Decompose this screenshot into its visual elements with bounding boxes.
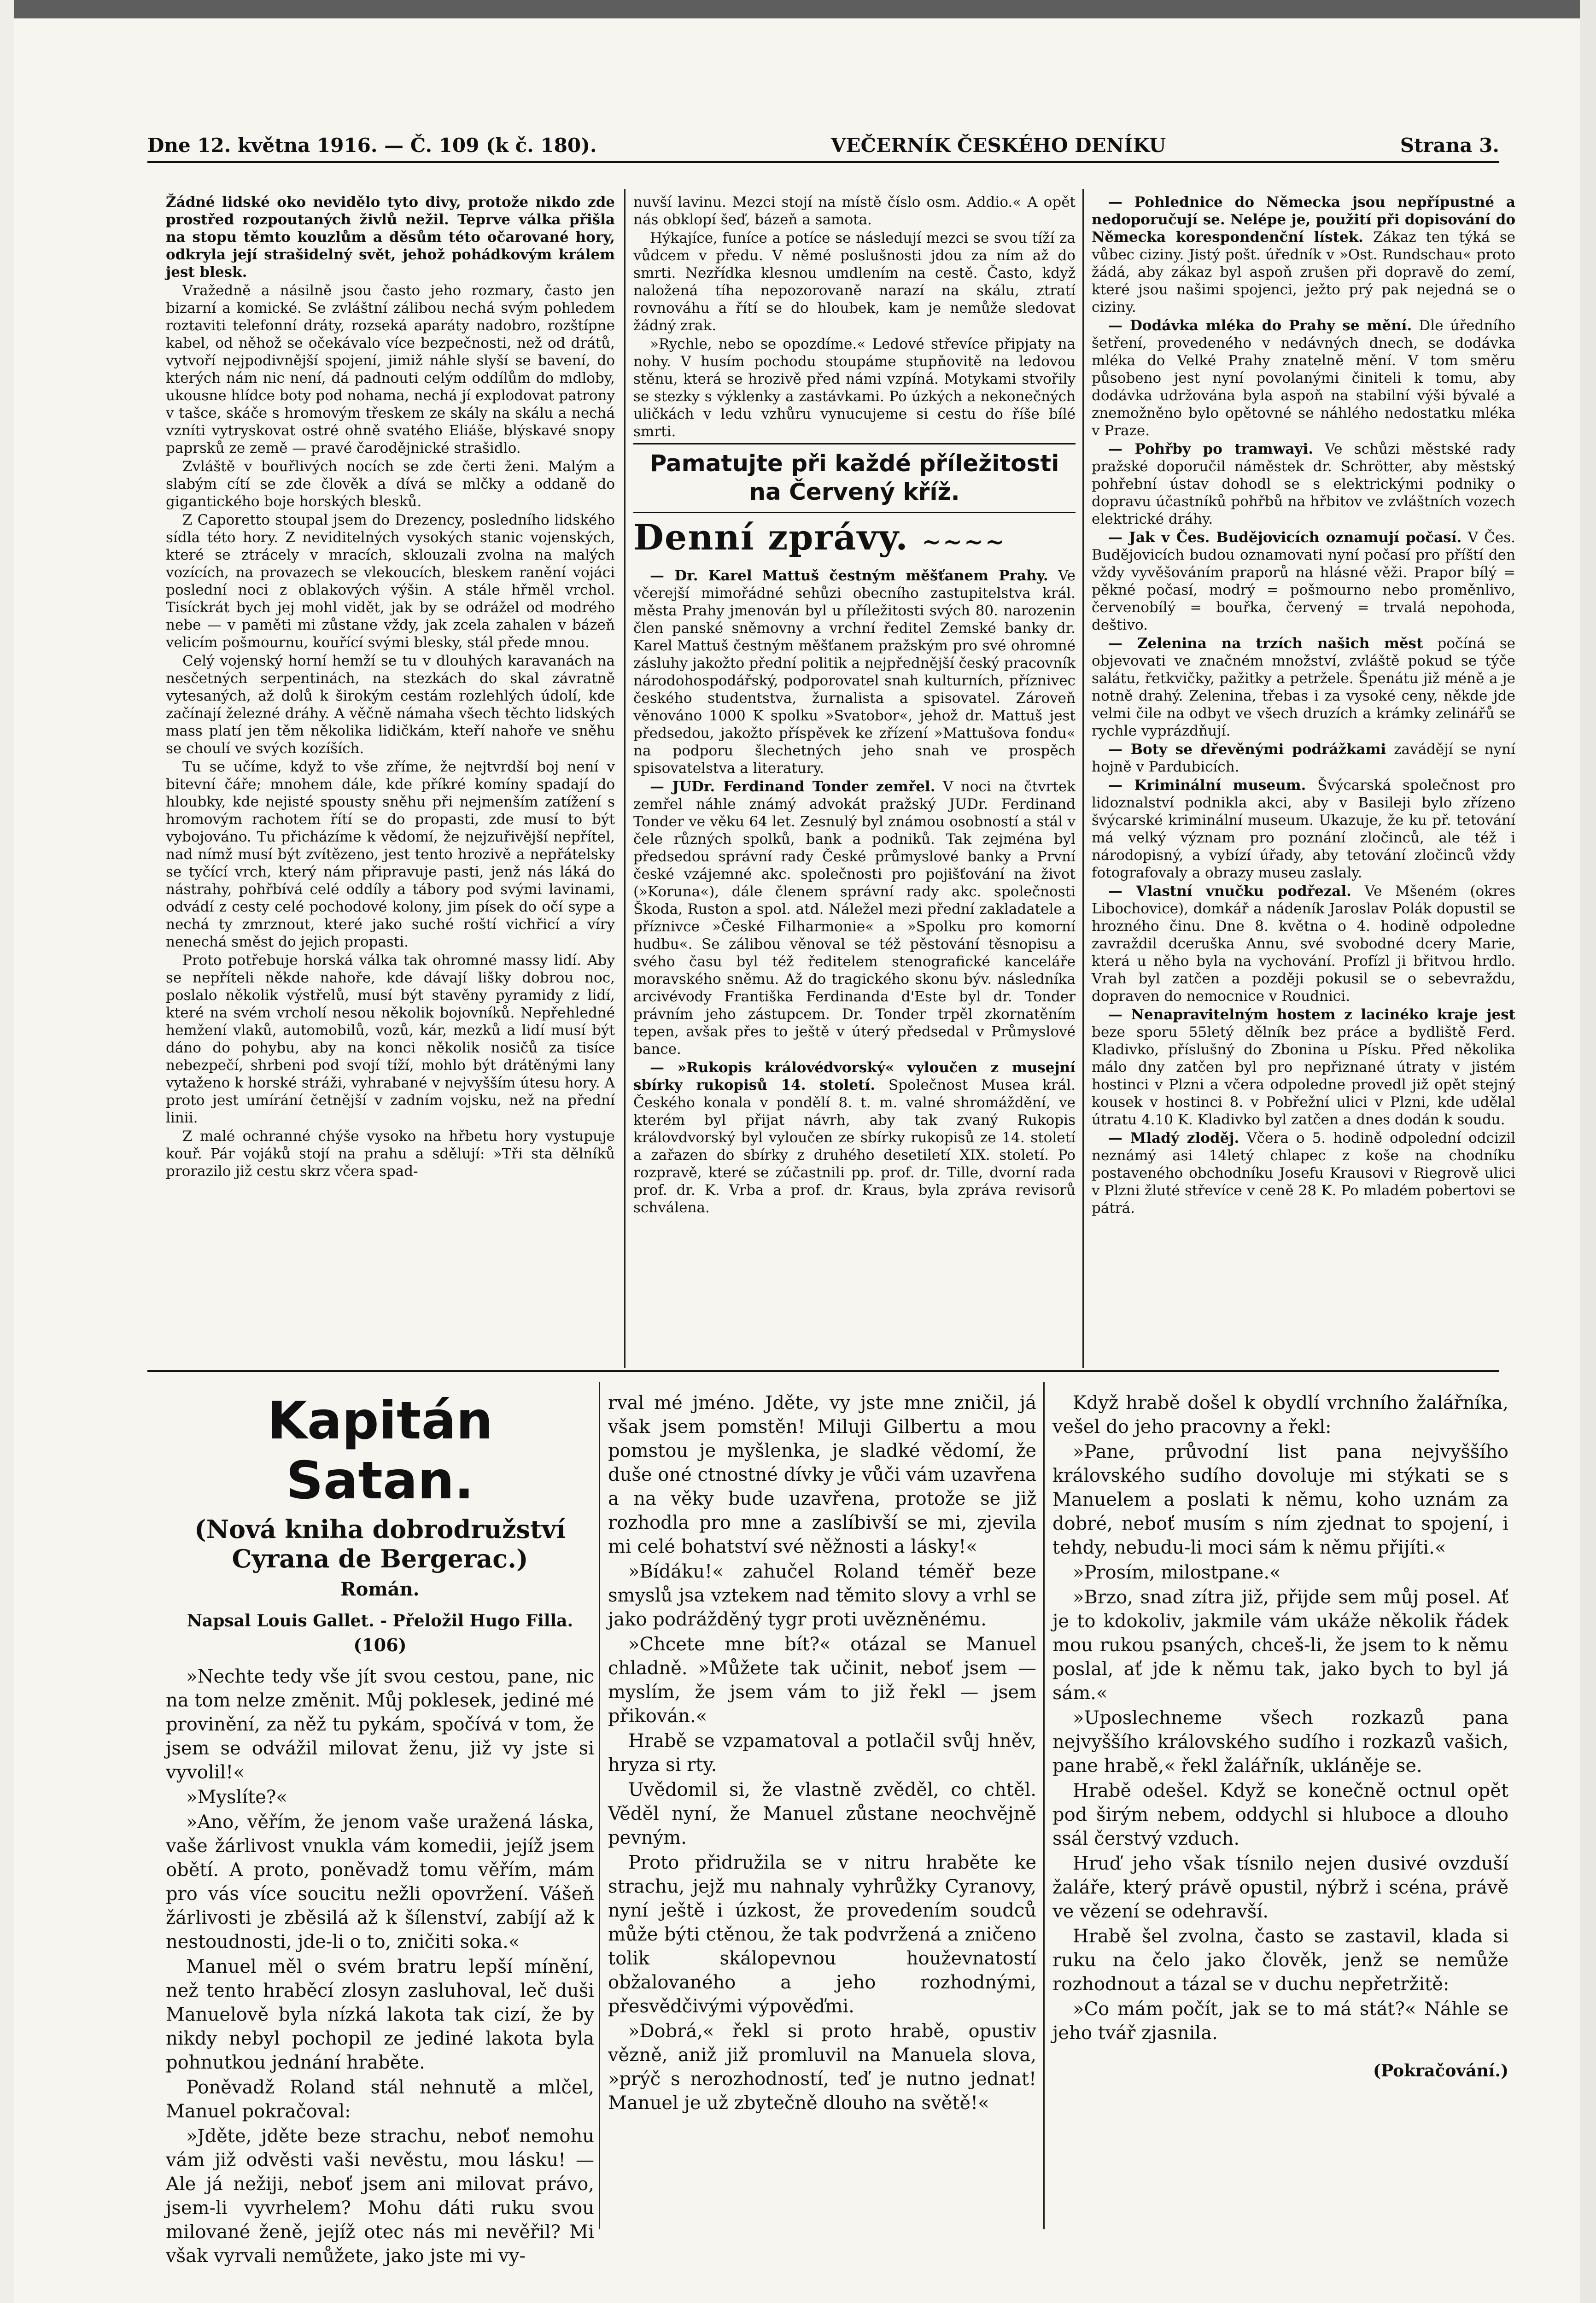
issue-date: Dne 12. května 1916. — Č. 109 (k č. 180). <box>147 134 597 157</box>
banner-rule-bottom <box>633 512 1076 513</box>
section-title: Denní zprávy. ~~~~ <box>633 517 1006 558</box>
news-text: Ve včerejší mimořádné sehůzi obecního zastupitelstva král. města Prahy jmenován byl u příležitosti svých 80. narozenin člen panské sněmovny a vrchní ředitel Zemské banky dr. Karel Mattuš čestným měšťanem pražským pro své ohromné zásluhy jakožto přední politik a nejpřednější český pracovník národohospodářský, podporovatel snah kulturních, příznivec českého studentstva, žurnalista a spisovatel. Zároveň věnováno 1000 K spolku »Svatobor«, jehož dr. Mattuš jest předsedou, jakožto příspěvek ke zřízení »Mattušova fondu« na podporu šlechetných jeho snah ve prospěch spisovatelstva a literatury. <box>633 567 1076 777</box>
article-column-2 <box>633 193 1076 1368</box>
news-item <box>1092 317 1515 439</box>
news-headline: — Zelenina na trzích našich měst <box>1108 635 1423 652</box>
paragraph: Proto potřebuje horská válka tak ohromné massy lidí. Aby se nepříteli někde nahoře, kde dávají lišky dobrou noc, poslalo několik výstřelů, musí být stavěny pyramidy z lidí, které na svém vrcholí nesou několik bojovníků. Nepřehledné hemžení vlaků, automobilů, vozů, kár, mezků a lidí musí být dáno do pohybu, aby na konci několik nosičů za tisíce nebezpečí, shrbeni pod svojí tíží, mohlo být drátěnými lany vytaženo k horské stráži, vyhrabané v nejvyšším útesu hory. A proto jest umírání četnější v zadním vojsku, než na přední linii. <box>166 952 615 1126</box>
article-continuation <box>633 193 1076 440</box>
news-item <box>1092 440 1515 528</box>
news-headline: — JUDr. Ferdinand Tonder zemřel. <box>650 778 935 795</box>
paragraph: Uvědomil si, že vlastně zvěděl, co chtěl. Věděl nyní, že Manuel zůstane neochvějně pevným. <box>608 1779 1036 1848</box>
news-text: beze sporu 55letý dělník bez práce a bydliště Ferd. Kladivko, příslušný do Zbonina u Písku. Před několika málo dny zatčen byl pro nepřiznané útraty v jistém hostinci v Plzni a včera odpoledne provedl již opět stejný kousek v hostinci 8. v Pobřežní ulici v Plzni, kde udělal útratu 4.10 K. Kladivko byl zatčen a dnes dodán k soudu. <box>1092 1024 1515 1128</box>
column-divider <box>599 1382 600 2229</box>
news-headline: — Vlastní vnučku podřezal. <box>1108 883 1351 900</box>
news-headline: — Jak v Čes. Budějovicích oznamují počasí. <box>1108 529 1462 546</box>
section-decoration: ~~~~ <box>922 528 1006 555</box>
paragraph: Poněvadž Roland stál nehnutě a mlčel, Manuel pokračoval: <box>166 2077 594 2122</box>
news-item <box>1092 1129 1515 1217</box>
news-headline: — Dr. Karel Mattuš čestným měšťanem Prahy. <box>650 567 1048 584</box>
news-items <box>633 567 1076 1216</box>
news-item <box>1092 635 1515 740</box>
paragraph: »Nechte tedy vše jít svou cestou, pane, nic na tom nelze změnit. Můj poklesek, jediné mé provinění, za něž tu pykám, spočívá v tom, že jsem se odvážil milovat ženu, již vy jste si vyvolil!« <box>166 1666 594 1783</box>
news-text: zavádějí se nyní hojně v Pardubicích. <box>1092 741 1515 775</box>
red-cross-banner: Pamatujte při každé příležitosti na Červený kříž. <box>649 450 1059 505</box>
paragraph: Hrabě šel zvolna, často se zastavil, klada si ruku na čelo jako člověk, jenž se nemůže rozhodnout a tázal se v duchu nepřetržitě: <box>1052 1926 1508 1995</box>
paragraph: »Pane, průvodní list pana nejvyššího královského sudího dovoluje mi stýkati se s Manuelem a poslati k němu, koho uznám za dobré, neboť musím s ním zjednat to spojení, i tehdy, nebudu-li moci sám k němu přijíti.« <box>1052 1441 1508 1558</box>
novel-column-1 <box>166 1391 594 2267</box>
news-text: Ve schůzi městské rady pražské doporučil náměstek dr. Schrötter, aby městský pohřební ústav dohodl se s elektrickými podniky o dopravu účastníků pohřbů na hřbitov ve zvláštních vozech elektrické dráhy. <box>1092 441 1516 527</box>
paragraph: »Rychle, nebo se opozdíme.« Ledové střevíce připjaty na nohy. V husím pochodu stoupáme stupňovitě na ledovou stěnu, která se hrozivě před námi vzpíná. Motykami stvořily se stezky s výklenky a zastávkami. Po úzkých a nekonečných uličkách v ledu vzhůru vynucujeme si cestu do říše bílé smrti. <box>633 336 1076 440</box>
paragraph: »Bídáku!« zahučel Roland téměř beze smyslů jsa vztekem nad těmito slovy a vrhl se jako podrážděný tygr proti uvězněnému. <box>608 1561 1036 1630</box>
news-text: počíná se objevovati ve značném množství, zvláště pokud se týče salátu, řetkvičky, pažitky a petržele. Špenátu již méně a je notně drahý. Zelenina, třebas i za vysoké ceny, někde jde velmi čile na odbyt ve všech druzích a krámky zelinářů se rychle vyprázdňují. <box>1092 635 1516 739</box>
paragraph: »Jděte, jděte beze strachu, neboť nemohu vám již odvěsti vaši nevěstu, mou lásku! — Ale já nežiji, neboť jsem ani milovat právo, jsem-li vyvrhelem? Mohu dáti ruku svou milované ženě, jejíž otec nás mi nevěřil? Mi však vyrvali nemůžete, jako jste mi vy- <box>166 2126 594 2267</box>
paragraph: »Uposlechneme všech rozkazů pana nejvyššího královského sudího i rozkazů vašich, pane hrabě,« řekl žalářník, ukláněje se. <box>1052 1707 1508 1777</box>
paragraph: Z malé ochranné chýše vysoko na hřbetu hory vystupuje kouř. Pár vojáků stojí na prahu a sdělují: »Tři sta dělníků prorazilo již cestu skrz včera spad- <box>166 1128 615 1180</box>
paragraph: Zvláště v bouřlivých nocích se zde čerti ženi. Malým a slabým cítí se zde člověk a dívá se mlčky a oddaně do gigantického boje horských blesků. <box>166 458 615 510</box>
paragraph: nuvší lavinu. Mezci stojí na místě číslo osm. Addio.« A opět nás obklopí šeď, bázeň a samota. <box>633 194 1076 228</box>
column-divider <box>624 189 626 1368</box>
paragraph: Hýkajíce, funíce a potíce se následují mezci se svou tíží za vůdcem v předu. V němé poslušnosti jdou za ním až do smrti. Nezřídka klesnou umdlením na cestě. Často, když naložená tíha nepozorovaně narazí na skálu, ztratí rovnováhu a řítí se do hloubek, kam je nemůže sledovat žádný zrak. <box>633 230 1076 334</box>
novel-genre: Román. <box>340 1578 420 1600</box>
news-item <box>633 567 1076 777</box>
novel-column-2 <box>608 1391 1036 2229</box>
news-headline: — Nenapravitelným hostem z lacinéko kraje jest <box>1108 1006 1515 1023</box>
paragraph: »Chcete mne bít?« otázal se Manuel chladně. »Můžete tak učinit, neboť jsem — myslím, že jsem vám to již řekl — jsem přikován.« <box>608 1634 1036 1727</box>
news-text: Zákaz ten týká se vůbec ciziny. Jistý pošt. úředník v »Ost. Rundschau« proto žádá, aby zákaz byl aspoň zrušen při dopravě do zemí, které jsou našimi spojenci, ježto prý pak nejedná se o ciziny. <box>1092 229 1515 316</box>
header-rule <box>147 161 1499 163</box>
paragraph: »Co mám počít, jak se to má stát?« Náhle se jeho tvář zjasnila. <box>1052 1999 1508 2044</box>
feuilleton-rule <box>147 1370 1499 1372</box>
right-page-edge <box>1580 0 1596 2303</box>
news-item <box>1092 883 1515 1005</box>
paragraph: »Ano, věřím, že jenom vaše uražená láska, vaše žárlivost vnukla vám komedii, jejíž jsem obětí. A proto, poněvadž tomu věřím, mám pro vás více soucitu nežli opovržení. Vášeň žárlivosti je zběsilá až k šílenství, zabíjí až k nestoudnosti, jde-li o to, zničiti soka.« <box>166 1812 594 1952</box>
paragraph: »Prosím, milostpane.« <box>1073 1562 1281 1583</box>
column-divider <box>1082 189 1084 1368</box>
news-headline: — Pohřby po tramwayi. <box>1108 441 1314 457</box>
paragraph: Hrabě odešel. Když se konečně octnul opět pod širým nebem, oddychl si hluboce a dlouho ssál čerstvý vzduch. <box>1052 1780 1508 1849</box>
news-item <box>633 778 1076 1058</box>
continued-note: (Pokračování.) <box>1373 2061 1508 2081</box>
novel-title: Kapitán Satan. <box>267 1391 493 1511</box>
paragraph: rval mé jméno. Jděte, vy jste mne zničil, já však jsem pomstěn! Miluji Gilbertu a mou pomstou je myšlenka, je sladké vědomí, že duše oné ctnostné dívky je vůči vám uzavřena a na věky bude uzavřena, protože se již rozhodla pro mne a zaslíbivší se mi, zjevila mi celé bohatství své něžnosti a lásky!« <box>608 1392 1036 1557</box>
novel-author: Napsal Louis Gallet. - Přeložil Hugo Filla. <box>187 1611 573 1631</box>
news-item <box>1092 777 1515 882</box>
news-text: Společnost Musea král. Českého konala v pondělí 8. t. m. valné shromáždění, ve kterém byl přijat návrh, aby tak zvaný Rukopis královdvorský byl vyloučen ze sbírky rukopisů ze 14. století a zařazen do sbírky z druhého desetiletí XIX. století. Po rozpravě, které se zúčastnili pp. prof. dr. Tille, dvorní rada prof. dr. K. Vrba a prof. dr. Kraus, byla zpráva revisorů schválena. <box>633 1077 1076 1216</box>
left-page-edge <box>0 0 14 2303</box>
news-text: Včera o 5. hodině odpolední odcizil neznámý asi 14letý chlapec z koše na chodníku postaveného obchodníku Josefu Krausovi v Riegrově ulici v Plzni žluté střevíce v ceně 28 K. Po mladém pobertovi se pátrá. <box>1092 1130 1515 1216</box>
paragraph: Když hrabě došel k obydlí vrchního žalářníka, vešel do jeho pracovny a řekl: <box>1052 1392 1508 1438</box>
paragraph: »Myslíte?« <box>186 1787 287 1808</box>
page-header <box>147 124 1499 157</box>
news-text: Dle úředního šetření, provedeného v nedávných dnech, se dodávka mléka do Velké Prahy znatelně mění. V tom směru působeno jest nyní povolanými činiteli k tomu, aby dodávka udržována byla aspoň na stabilní výši bývalé a znemožněno bylo opětovné se náhlého nedostatku mléka v Praze. <box>1092 317 1516 439</box>
paragraph: Celý vojenský horní hemží se tu v dlouhých karavanách na nesčetných serpentinách, na stezkách do skal závratně vytesaných, až dolů k širokým cestám rozlehlých údolí, kde začínají železné dráhy. A věčně námaha všech těchto lidských mass platí jen těm několika lidičkám, kteří nahoře ve sněhu se choulí ve svých kozíších. <box>166 653 615 757</box>
paragraph: »Dobrá,« řekl si proto hrabě, opustiv vězně, aniž již promluvil na Manuela slova, »prýč s nerozhodností, teď je nutno jednat! Manuel je už zbytečně dlouho na světě!« <box>608 2021 1036 2114</box>
paragraph: »Brzo, snad zítra již, přijde sem můj posel. Ať je to kdokoliv, jakmile vám ukáže několik řádek mou rukou psaných, chceš-li, že jsem to k němu poslal, ať jde k němu tak, jako bych to byl já sám.« <box>1052 1587 1508 1704</box>
novel-text <box>166 1665 594 2268</box>
paragraph: Manuel měl o svém bratru lepší mínění, než tento hraběcí zlosyn zasluhoval, leč duši Manuelově byla nízká lakota tak cizí, že by nikdy nebyl pochopil ze jediné lakota byla pohnutkou jednání hraběte. <box>166 1956 594 2073</box>
page-number: Strana 3. <box>1400 134 1499 157</box>
news-headline: — Boty se dřevěnými podrážkami <box>1108 741 1386 758</box>
paragraph: Z Caporetto stoupal jsem do Drezency, posledního lidského sídla této hory. Z neviditelných vysokých stanic vojenských, které se ztrácely v mracích, sklouzali zvolna na malých vozících, na provazech se vlekoucích, bleskem ranění vojáci poslední noci z oblakových výšin. A stále hřměl vrchol. Tisíckrát bych jej mohl vidět, jak by se odrážel od modrého nebe — v paměti mi zůstane vždy, jak zcela zahalen v bázeň velicím pošmournu, kouřící svými blesky, stál přede mnou. <box>166 512 615 651</box>
paragraph: Žádné lidské oko nevidělo tyto divy, protože nikdo zde prostřed rozpoutaných živlů nežil. Teprve válka přišla na stopu těmto kouzlům a děsům této očarované hory, odkryla její strašidelný svět, jehož pohádkovým králem jest blesk. <box>166 194 615 281</box>
novel-part: (106) <box>353 1635 407 1655</box>
novel-column-3 <box>1052 1391 1508 2229</box>
paragraph: Hruď jeho však tísnilo nejen dusivé ovzduší žaláře, který právě opustil, nýbrž i scéna, právě ve vězení se odehravší. <box>1052 1853 1508 1922</box>
paragraph: Proto přidružila se v nitru hraběte ke strachu, jejž mu nahnaly vyhrůžky Cyranovy, nyní ještě i úzkost, že provedením soudců může býti ctěnou, že tak podvržená a zničeno tolik skálopevnou houževnatostí obžalovaného a jeho rozhodnými, přesvědčivými výpověďmi. <box>608 1852 1036 2017</box>
news-headline: — Mladý zloděj. <box>1108 1130 1239 1146</box>
paragraph: Tu se učíme, když to vše zříme, že nejtvrdší boj není v bitevní čáře; mnohem dále, kde příkré komíny spadají do hloubky, kde nejisté spousty sněhu při nejmenším zatížení s hromovým rachotem řítí se do propasti, zde musí to být vybojováno. Tu přicházíme k vědomí, že nejzuřivější nepřítel, nad nímž musí být zvítězeno, jest tento hrozivě a nepřátelsky se tyčící vrch, který nám připravuje pasti, jenž nás láká do nástrahy, pohřbívá celé oddíly a tábory pod svými lavinami, odvádí z cesty celé pochodové kolony, jim písek do očí sype a nechá ty zmrznout, které jako suché roští vichřicí a víry nenechá směst do jejich propasti. <box>166 759 615 950</box>
paragraph: Vražedně a násilně jsou často jeho rozmary, často jen bizarní a komické. Se zvláštní zálibou nechá svým pohledem roztaviti telefonní dráty, rozseká aparáty nadobro, rozštípne kabel, od něhož se očekávalo více bezpečnosti, než od drátů, vytvoří nejpodivnější spojení, jimiž náhle slyší se bavení, do kterých nám nic není, dá padnouti celým oddílům do mdloby, ukousne hlídce boty pod nohama, nechá jí explodovat patrony v tašce, skáče s hromovým třeskem ze skály na skálu a nechá vzníti vytryskovat ostré ohně svatého Eliáše, blýskavé snopy paprsků ze země — pravé čarodějnické strašidlo. <box>166 282 615 456</box>
news-headline: — Dodávka mléka do Prahy se mění. <box>1108 317 1412 334</box>
news-text: V Čes. Budějovicích budou oznamovati nyní počasí pro příští den vždy vyvěšováním praporů na hlásné věži. Prapor bílý = pěkné počasí, modrý = pošmourno nebo proměnlivo, červenobílý = bouřka, červený = trvalá nepohoda, deštivo. <box>1092 529 1516 633</box>
news-text: V noci na čtvrtek zemřel náhle známý advokát pražský JUDr. Ferdinand Tonder ve věku 64 let. Zesnulý byl známou osobností a stál v čele různých spolků, bank a podniků. Tak zejména byl předsedou správní rady České průmyslové banky a První české vzájemné akc. společnosti pro pojišťování na život (»Koruna«), dále členem správní rady akc. společnosti Škoda, Ruston a spol. atd. Náležel mezi přední zakladatele a příznivce »České Filharmonie« a »Spolku pro komorní hudbu«. Se zálibou věnoval se též pěstování těsnopisu a svého času byl též ředitelem stenografické kanceláře moravského sněmu. Až do tragického skonu býv. následníka arcivévody Františka Ferdinanda d'Este byl dr. Tonder právním jeho zástupcem. Dr. Tonder trpěl zkornatěním tepen, avšak přes to ještě v úterý předsedal v Průmyslové bance. <box>633 778 1076 1058</box>
news-headline: — »Rukopis královédvorský« vyloučen z musejní sbírky rukopisů 14. století. <box>633 1059 1076 1093</box>
novel-subtitle: (Nová kniha dobrodružství Cyrana de Bergerac.) <box>194 1514 566 1573</box>
news-item <box>1092 193 1515 316</box>
news-item <box>1092 529 1515 634</box>
news-item <box>633 1059 1076 1216</box>
news-item <box>1092 741 1515 776</box>
paragraph: Hrabě se vzpamatoval a potlačil svůj hněv, hryza si rty. <box>608 1730 1036 1776</box>
masthead: VEČERNÍK ČESKÉHO DENÍKU <box>830 134 1166 157</box>
banner-rule-top <box>633 443 1076 444</box>
news-item <box>1092 1006 1515 1128</box>
column-divider <box>1043 1382 1045 2229</box>
article-column-1 <box>166 193 615 1368</box>
news-text: Ve Mšeném (okres Libochovice), domkář a nádeník Jaroslav Polák dopustil se hrozného činu. Dne 8. května o 4. hodině odpoledne zavraždil dceruška Annu, své svobodné dcery Marie, která u něho byla na vychování. Profízl ji břitvou hrdlo. Vrah byl zatčen a později pokusil se o sebevraždu, dopraven do nemocnice v Roudnici. <box>1092 883 1515 1005</box>
news-text: Švýcarská společnost pro lidoznalství podnikla akci, aby v Basileji bylo zřízeno švýcarské kriminální museum. Ukazuje, že ku př. tetování má velký význam pro poznání zločinců, ale též i národopisný, a vybízí úřady, aby tetování zločinců vždy fotografovaly a obrazy museu zaslaly. <box>1092 777 1515 881</box>
news-headline: — Pohlednice do Německa jsou nepřípustné a nedoporučují se. Nelépe je, použití při dopisování do Německa korespondenční lístek. <box>1092 194 1515 245</box>
news-headline: — Kriminální museum. <box>1108 777 1306 794</box>
novel-text <box>1052 1391 1508 2045</box>
news-column-3 <box>1092 193 1515 1368</box>
